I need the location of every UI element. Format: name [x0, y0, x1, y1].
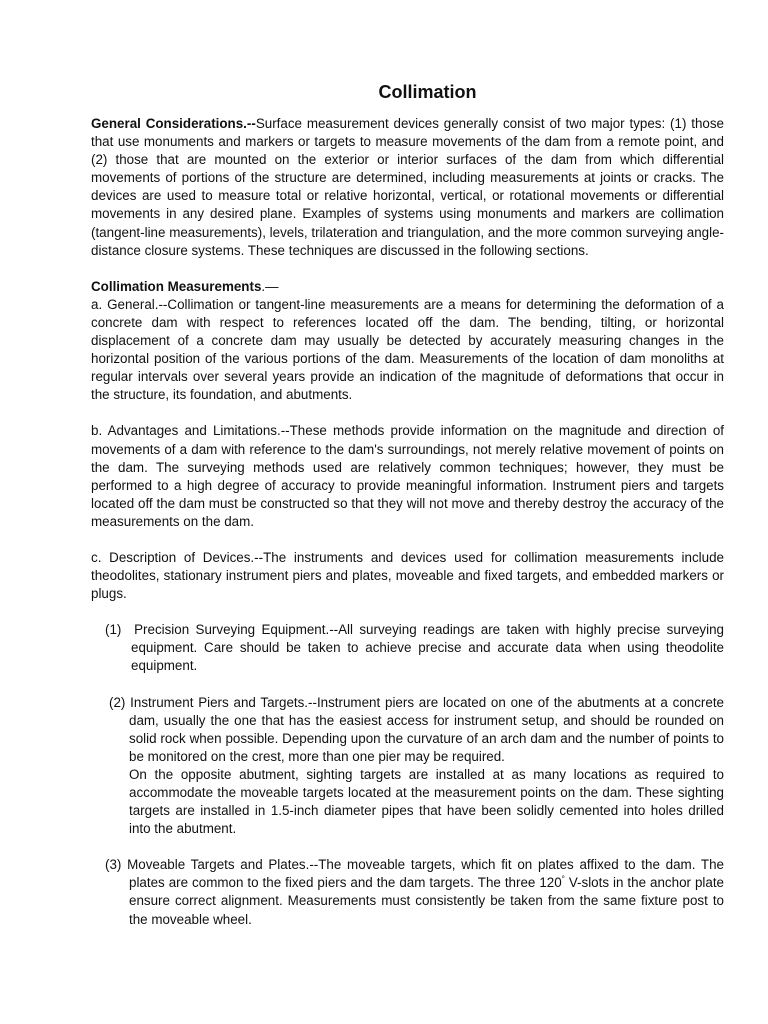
- degree-symbol: °: [561, 874, 565, 884]
- general-considerations-text: Surface measurement devices generally consist of two major types: (1) those that use monuments and markers or targets to measure movements of the dam from a remote point, and (2) those that are mounted on the exterior or interior surfaces of the dam from which differential movements of portions of the structure are determined, including measurements at joints or cracks. The devices are used to measure total or relative horizontal, vertical, or rotational movements or differential movements in any desired plane. Examples of systems using monuments and markers are collimation (tangent-line measurements), levels, trilateration and triangulation, and the more common surveying angle-distance closure systems. These techniques are discussed in the following sections.: [91, 116, 724, 258]
- general-considerations-heading: General Considerations.--: [91, 116, 256, 131]
- list-item-instrument-piers: [91, 694, 724, 839]
- general-considerations-paragraph: [91, 115, 724, 260]
- instrument-piers-continued: On the opposite abutment, sighting targets are installed at as many locations as required to accommodate the moveable targets located at the measurement points on the dam. These sighting targets are installed in 1.5-inch diameter pipes that have been solidly cemented into holes drilled into the abutment.: [129, 766, 724, 837]
- page-title: Collimation: [378, 82, 477, 102]
- section-b-advantages: b. Advantages and Limitations.--These methods provide information on the magnitude and direction of movements of a dam with reference to the dam's surroundings, not merely relative movement of points on the dam. The surveying methods used are relatively common techniques; however, they must be performed to a high degree of accuracy to provide meaningful information. Instrument piers and targets located off the dam must be constructed so that they will not move and thereby destroy the accuracy of the measurements on the dam.: [91, 423, 724, 529]
- moveable-targets-text-end: V-slots in the anchor plate ensure correct alignment. Measurements must consistently be taken from the same fixture post to the moveable wheel.: [129, 875, 724, 927]
- list-item-precision-equipment: (1) Precision Surveying Equipment.--All surveying readings are taken with highly precise surveying equipment. Care should be taken to achieve precise and accurate data when using theodolite equipment.: [105, 622, 724, 674]
- collimation-heading-suffix: .—: [261, 278, 279, 294]
- collimation-measurements-heading-line: [91, 278, 724, 296]
- instrument-piers-text: (2) Instrument Piers and Targets.--Instrument piers are located on one of the abutments at a concrete dam, usually the one that has the easiest access for instrument setup, and should be rounded on solid rock when possible. Depending upon the curvature of an arch dam and the number of points to be monitored on the crest, more than one pier may be required.: [109, 694, 724, 764]
- moveable-targets-text-start: (3) Moveable Targets and Plates.--The moveable targets, which fit on plates affixed to the dam. The plates are common to the fixed piers and the dam targets. The three 120: [105, 857, 724, 891]
- collimation-measurements-heading: Collimation Measurements: [91, 278, 262, 294]
- section-a-general: a. General.--Collimation or tangent-line measurements are a means for determining the deformation of a concrete dam with respect to references located off the dam. The bending, tilting, or horizontal displacement of a concrete dam may usually be detected by accurately measuring changes in the horizontal position of the various portions of the dam. Measurements of the location of dam monoliths at regular intervals over several years provide an indication of the magnitude of deformations that occur in the structure, its foundation, and abutments.: [91, 296, 724, 403]
- list-item-moveable-targets: [91, 856, 724, 928]
- section-c-devices: c. Description of Devices.--The instruments and devices used for collimation measurements include theodolites, stationary instrument piers and plates, moveable and fixed targets, and embedded markers or plugs.: [91, 549, 724, 602]
